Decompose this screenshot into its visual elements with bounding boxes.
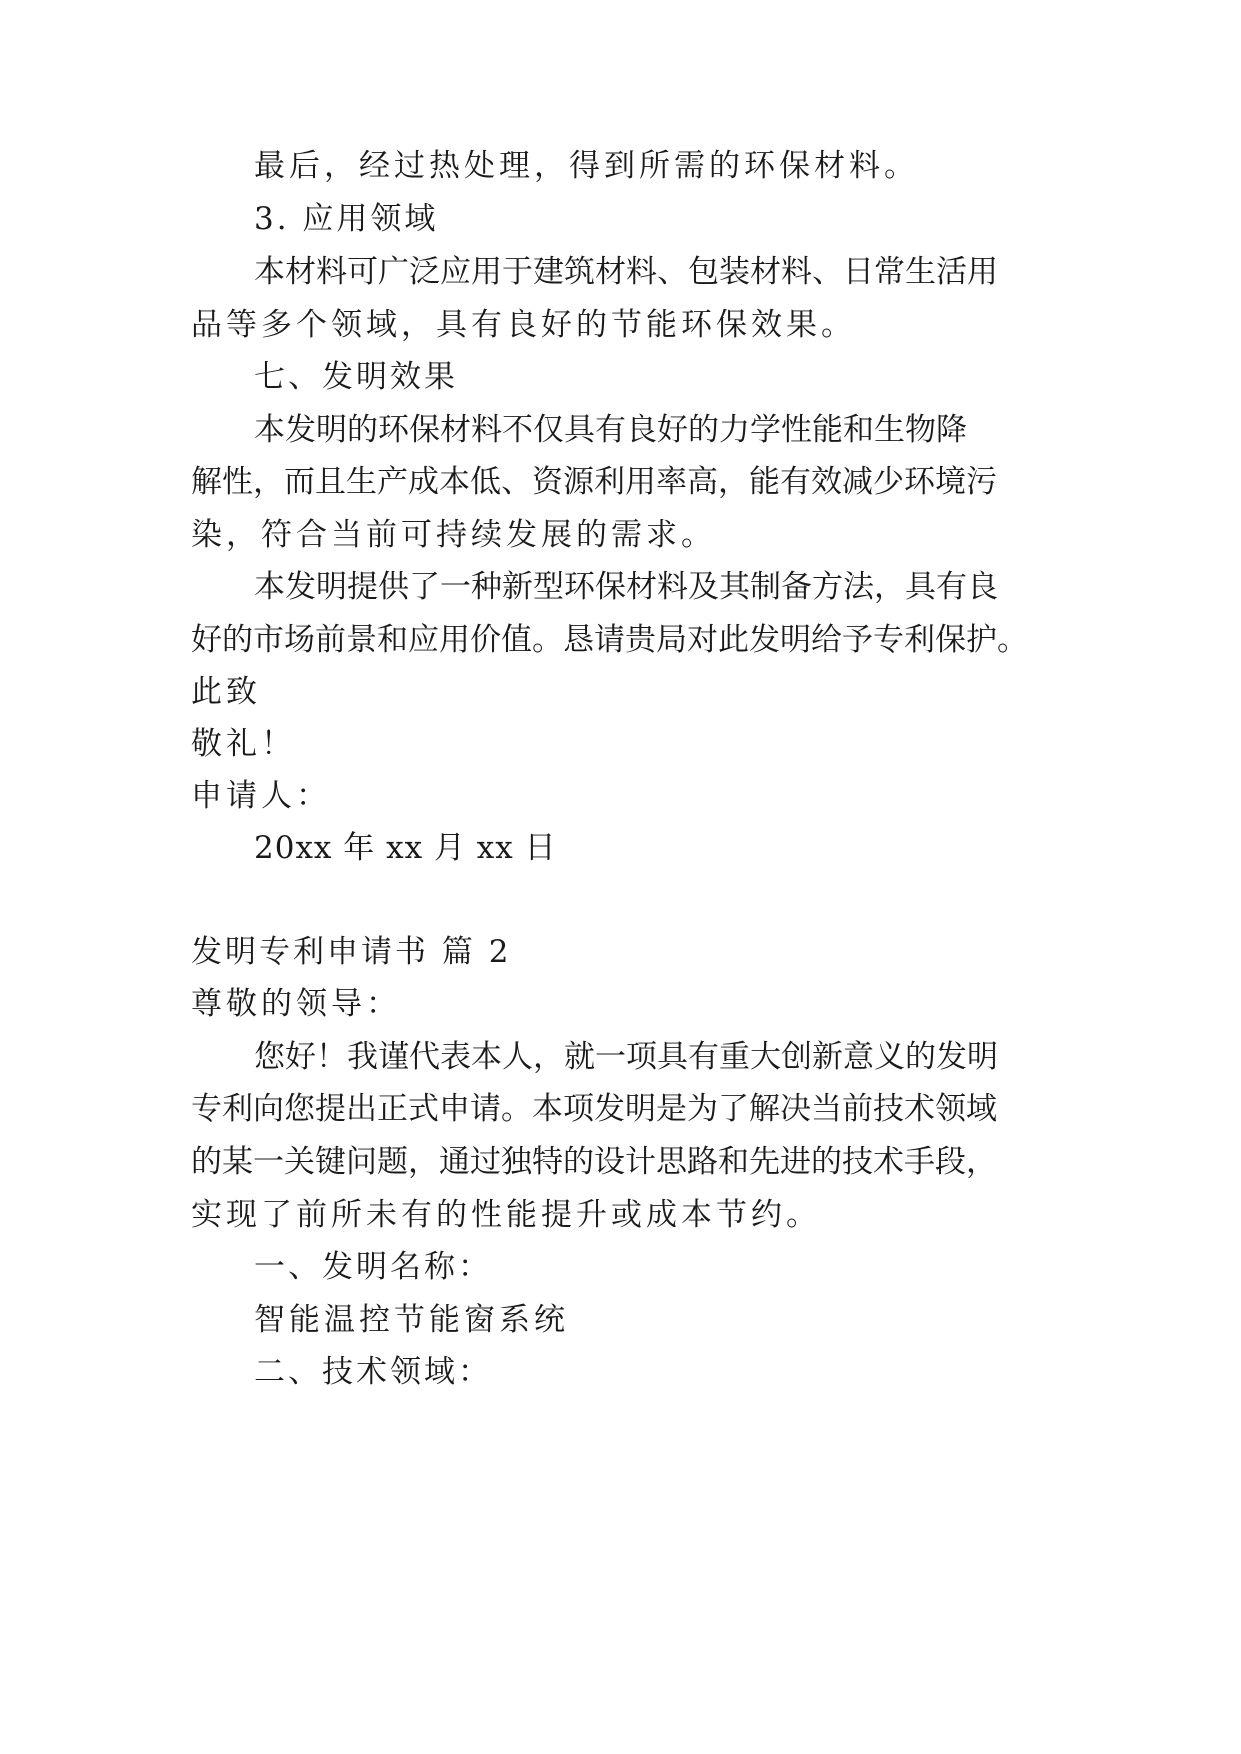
paragraph-line: 本材料可广泛应用于建筑材料、包装材料、日常生活用 xyxy=(254,254,998,290)
applicant-label: 申请人： xyxy=(191,778,331,814)
paragraph-line: 好的市场前景和应用价值。恳请贵局对此发明给予专利保护。 xyxy=(191,622,1028,658)
salutation: 尊敬的领导： xyxy=(191,986,401,1022)
section-heading-technical-field: 二、技术领域： xyxy=(254,1354,492,1390)
paragraph-line: 染，符合当前可持续发展的需求。 xyxy=(191,517,716,553)
section-heading-invention-name: 一、发明名称： xyxy=(254,1249,492,1285)
date-line: 20xx 年 xx 月 xx 日 xyxy=(254,830,557,866)
paragraph-line: 品等多个领域，具有良好的节能环保效果。 xyxy=(191,307,856,343)
closing-regards: 敬礼！ xyxy=(191,726,296,762)
section-heading-effects: 七、发明效果 xyxy=(254,359,458,395)
paragraph-line: 的某一关键问题，通过独特的设计思路和先进的技术手段， xyxy=(191,1144,997,1180)
closing-line: 此致 xyxy=(191,674,261,710)
document-title-part2: 发明专利申请书 篇 2 xyxy=(191,934,512,970)
paragraph-line: 最后，经过热处理，得到所需的环保材料。 xyxy=(254,148,919,184)
paragraph-line: 本发明的环保材料不仅具有良好的力学性能和生物降 xyxy=(254,412,967,448)
paragraph-line: 实现了前所未有的性能提升或成本节约。 xyxy=(191,1197,821,1233)
section-heading-application: 3. 应用领域 xyxy=(254,201,439,237)
invention-name: 智能温控节能窗系统 xyxy=(254,1302,569,1338)
paragraph-line: 解性，而且生产成本低、资源利用率高，能有效减少环境污 xyxy=(191,464,997,500)
paragraph-line: 专利向您提出正式申请。本项发明是为了解决当前技术领域 xyxy=(191,1091,997,1127)
paragraph-line: 本发明提供了一种新型环保材料及其制备方法，具有良 xyxy=(254,569,998,605)
paragraph-line: 您好！我谨代表本人，就一项具有重大创新意义的发明 xyxy=(254,1039,998,1075)
